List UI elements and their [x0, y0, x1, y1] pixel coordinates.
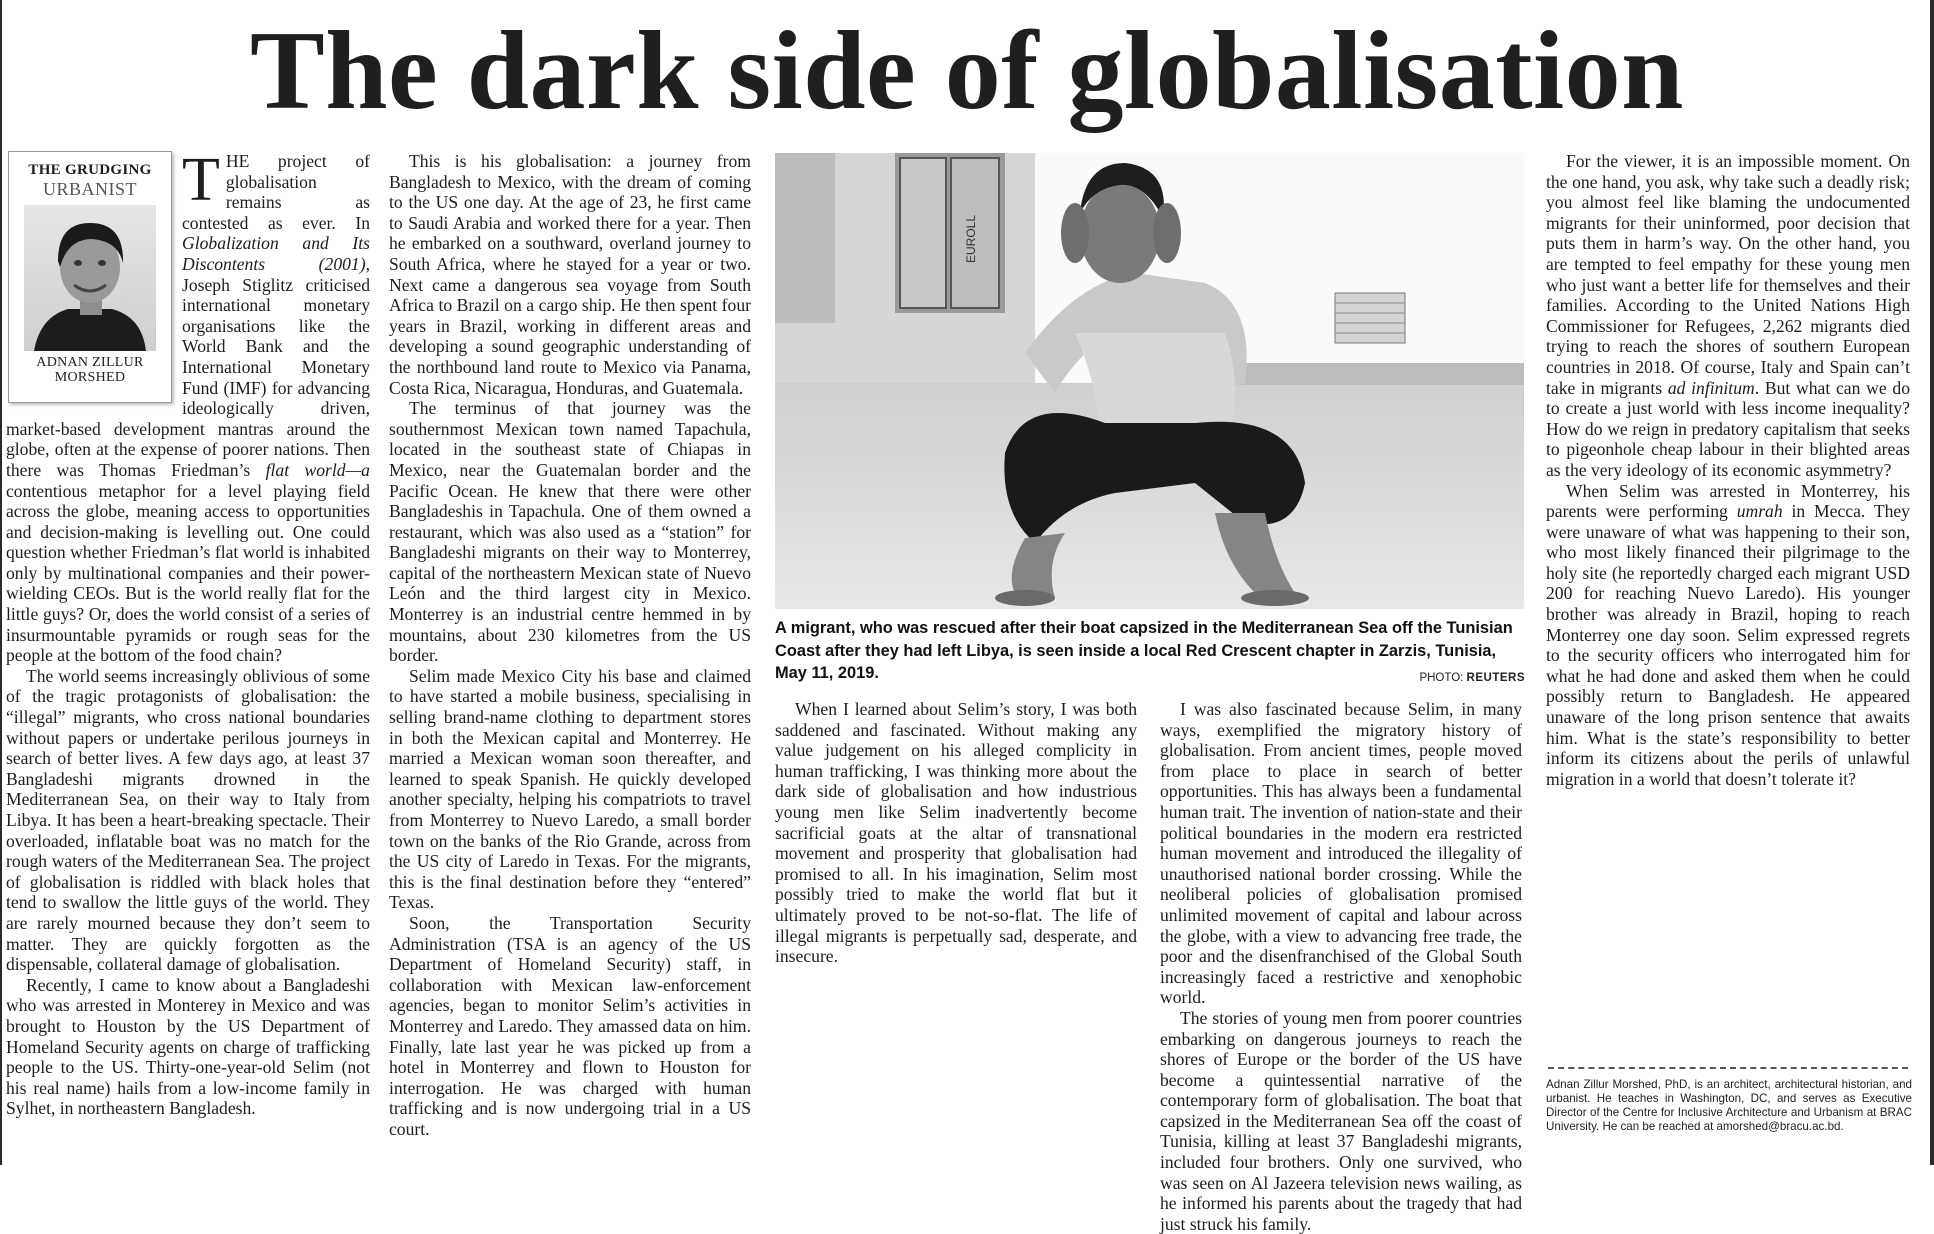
drop-cap: T — [182, 146, 220, 214]
paragraph-3: Recently, I came to know about a Bangladeshi who was arrested in Monterey in Mexico and was brought to Houston by the US Department of Homeland Security agents on charge of trafficking people to the US. Thirty-one-year-old Selim (not his real name) hails from a low-income family in Sylhet, in northeastern Bangladesh. — [6, 974, 370, 1119]
article-column-4 — [1160, 699, 1522, 1234]
page-left-border — [0, 0, 2, 1165]
paragraph-10: The stories of young men from poorer countries embarking on dangerous journeys to reach the shores of Europe or the border of the US have become a quintessential narrative of the contemporary form of globalisation. The boat that capsized in the Mediterranean Sea off the coast of Tunisia, killing at least 37 Bangladeshi migrants, included four brothers. Only one survived, who was seen on Al Jazeera television news wailing, as he informed his parents about the tragedy that had just struck his family. — [1160, 1007, 1522, 1234]
paragraph-1: THE project of globalisation remains as contested as ever. In Globalization and Its Discontents (2001), Joseph Stiglitz criticised international monetary organisations like the World Bank and the International Monetary Fund (IMF) for advancing ideologically driven, market-based development mantras around the globe, often at the expense of poorer nations. Then there was Thomas Friedman’s flat world—a contentious metaphor for a level playing field across the globe, meaning access to opportunities and decision-making is levelling out. One could question whether Friedman’s flat world is inhabited only by multinational companies and their power-wielding CEOs. But is the world really flat for the little guys? Or, does the world consist of a series of insurmountable pyramids or rough seas for the people at the bottom of the food chain? — [6, 146, 370, 666]
photo-caption: A migrant, who was rescued after their boat capsized in the Mediterranean Sea off the Tunisian Coast after they had left Libya, is seen inside a local Red Crescent chapter in Zarzis, Tunisia, May 11, 2019. — [775, 619, 1513, 682]
page-right-border — [1930, 0, 1934, 1165]
crate-label: EUROLL — [964, 214, 978, 263]
column-title-line2: URBANIST — [42, 179, 137, 199]
photo-credit-label: PHOTO: — [1419, 672, 1464, 684]
columnist-box — [8, 151, 172, 403]
column-title-line1: THE GRUDGING — [28, 162, 152, 178]
author-name-line1: ADNAN ZILLUR — [36, 355, 144, 370]
paragraph-12: When Selim was arrested in Monterrey, his parents were performing umrah in Mecca. They were unaware of what was happening to their son, who most likely financed their pilgrimage to the holy site (he reportedly charged each migrant USD 200 for reaching Nuevo Laredo). His younger brother was already in Brazil, hoping to reach Monterrey one day soon. Selim expressed regrets to the security officers who interrogated him for what he had done and asked them when he could possibly return to Bangladesh. He appeared unaware of the long prison sentence that awaits him. What is the state’s responsibility to better inform its citizens about the perils of unlawful migration in a world that doesn’t tolerate it? — [1546, 480, 1910, 789]
paragraph-2: The world seems increasingly oblivious of some of the tragic protagonists of globalisation: the “illegal” migrants, who cross national boundaries without papers or undertake perilous journeys in search of better lives. A few days ago, at least 37 Bangladeshi migrants drowned in the Mediterranean Sea, on their way to Italy from Libya. It has been a heart-breaking spectacle. Their overloaded, inflatable boat was no match for the rough waters of the Mediterranean Sea. The project of globalisation is riddled with black holes that tend to swallow the little guys of the world. They are rarely mourned because they don’t seem to matter. They are quickly forgotten as the dispensable, collateral damage of globalisation. — [6, 665, 370, 975]
headline: The dark side of globalisation — [250, 9, 1684, 133]
article-column-2 — [389, 151, 751, 1140]
article-column-3 — [775, 699, 1137, 967]
bio-divider — [1548, 1067, 1908, 1069]
news-photo — [775, 153, 1524, 609]
paragraph-7: Soon, the Transportation Security Administration (TSA is an agency of the US Department of Homeland Security) staff, in collaboration with Mexican law-enforcement agencies, began to monitor Selim’s activities in Monterrey and Laredo. They amassed data on him. Finally, late last year he was picked up from a hotel in Monterrey and flown to Houston for interrogation. He was charged with human trafficking and is now undergoing trial in a US court. — [389, 912, 751, 1139]
paragraph-6: Selim made Mexico City his base and claimed to have started a mobile business, specialising in selling brand-name clothing to department stores in both the Mexican capital and Monterrey. He married a Mexican woman soon thereafter, and learned to speak Spanish. He quickly developed another specialty, helping his compatriots to travel from Monterrey to Nuevo Laredo, a small border town on the banks of the Rio Grande, across from the US city of Laredo in Texas. For the migrants, this is the final destination before they “entered” Texas. — [389, 665, 751, 913]
paragraph-11: For the viewer, it is an impossible moment. On the one hand, you ask, why take such a deadly risk; you almost feel like blaming the undocumented migrants for their uninformed, poor decision that puts them in harm’s way. On the other hand, you are tempted to feel empathy for these young men who just want a better life for themselves and their families. According to the United Nations High Commissioner for Refugees, 2,262 migrants died trying to reach the shores of southern European countries in 2018. Of course, Italy and Spain can’t take in migrants ad infinitum. But what can we do to create a just world with less income inequality? How do we reign in predatory capitalism that seeks to pigeonhole cheap labour in their blighted areas as the very ideology of its economic asymmetry? — [1546, 151, 1910, 480]
paragraph-9: I was also fascinated because Selim, in many ways, exemplified the migratory history of globalisation. From ancient times, people moved from place to place in search of better opportunities. This has always been a fundamental human trait. The invention of nation-state and their political boundaries in the modern era restricted human movement and introduced the illegality of unauthorised national border crossing. While the neoliberal policies of globalisation promised unlimited movement of capital and labour across the globe, with a view to advancing free trade, the poor and the disenfranchised of the Global South increasingly faced a restrictive and xenophobic world. — [1160, 699, 1522, 1008]
article-column-5 — [1546, 151, 1910, 789]
article-column-1 — [6, 146, 370, 1119]
author-portrait — [24, 205, 156, 351]
paragraph-5: The terminus of that journey was the southernmost Mexican town named Tapachula, located in the southeast state of Chiapas in Mexico, near the Guatemalan border and the Pacific Ocean. He knew that there were other Bangladeshis in Tapachula. One of them owned a restaurant, which was also used as a “station” for Bangladeshi migrants on their way to Monterrey, capital of the northeastern Mexican state of Nuevo León and the third largest city in Mexico. Monterrey is an industrial centre hemmed in by mountains, about 230 kilometres from the US border. — [389, 398, 751, 666]
author-name-line2: MORSHED — [54, 370, 126, 385]
author-bio: Adnan Zillur Morshed, PhD, is an architect, architectural historian, and urbanist. He teaches in Washington, DC, and serves as Executive Director of the Centre for Inclusive Architecture and Urbanism at BRAC University. He can be reached at amorshed@bracu.ac.bd. — [1546, 1078, 1912, 1133]
paragraph-8: When I learned about Selim’s story, I was both saddened and fascinated. Without making any value judgement on his alleged complicity in human trafficking, I was thinking more about the dark side of globalisation and how industrious young men like Selim inadvertently become sacrificial goats at the altar of transnational movement and prosperity that globalisation had promised to all. In his imagination, Selim most possibly tried to make the world flat but it ultimately proved to be not-so-flat. The life of illegal migrants is perpetually sad, desperate, and insecure. — [775, 699, 1137, 967]
paragraph-4: This is his globalisation: a journey from Bangladesh to Mexico, with the dream of coming to the US one day. At the age of 23, he first came to Saudi Arabia and worked there for a year. Then he embarked on a southward, overland journey to South Africa, where he stayed for a year or two. Next came a dangerous sea voyage from South Africa to Brazil on a cargo ship. He then spent four years in Brazil, working in different areas and developing a sound geographic understanding of the northbound land route to Mexico via Panama, Costa Rica, Nicaragua, Honduras, and Guatemala. — [389, 151, 751, 398]
photo-credit-source: REUTERS — [1466, 672, 1525, 684]
photo-credit — [1300, 672, 1525, 684]
